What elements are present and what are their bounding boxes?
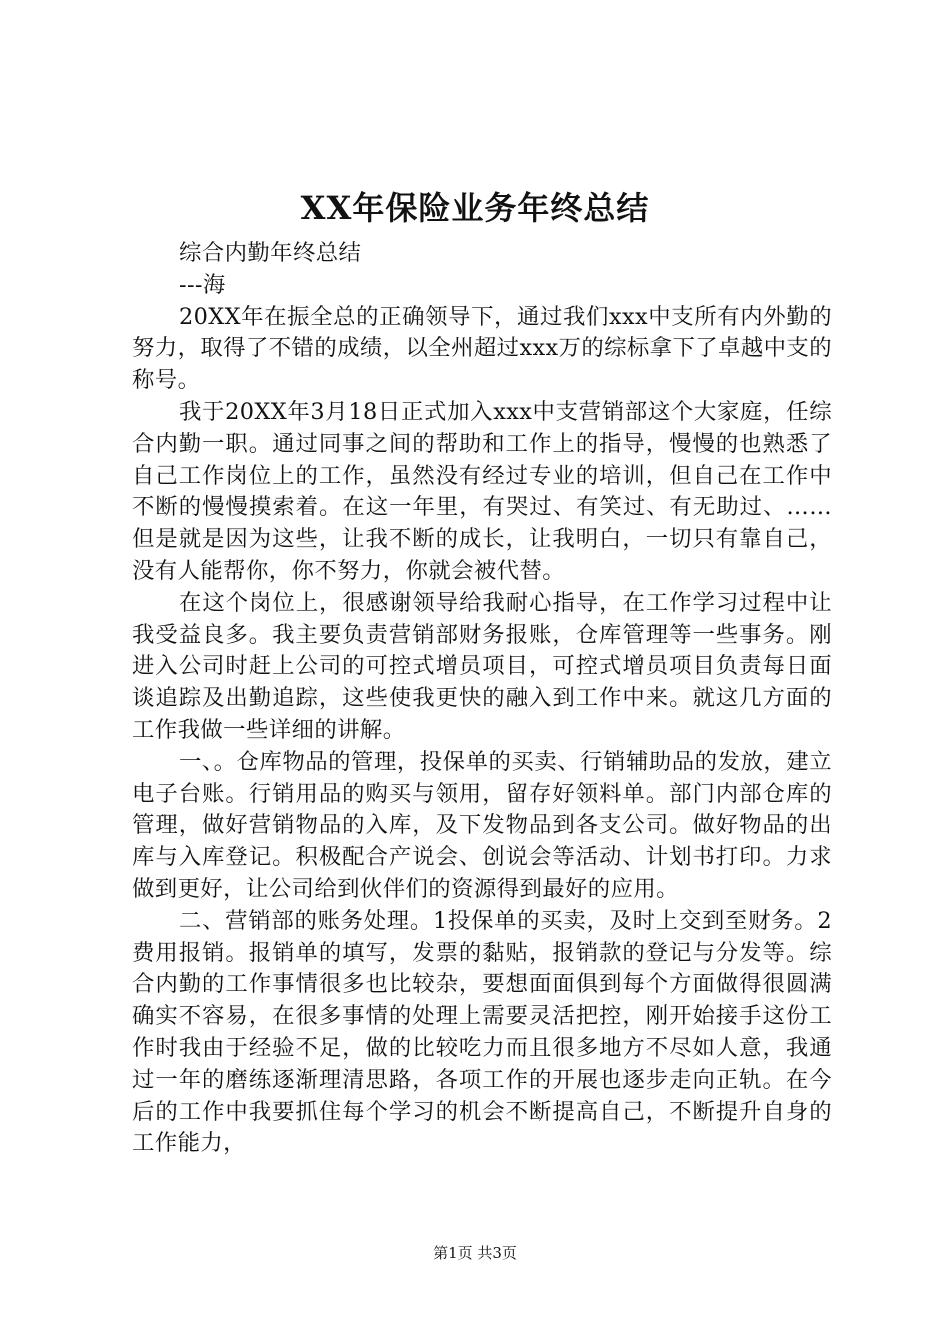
paragraph: 我于20XX年3月18日正式加入xxx中支营销部这个大家庭，任综合内勤一职。通过同事之间的帮助和工作上的指导，慢慢的也熟悉了自己工作岗位上的工作，虽然没有经过专业的培训，但自己在工作中不断的慢慢摸索着。在这一年里，有哭过、有笑过、有无助过、……但是就是因为这些，让我不断的成长，让我明白，一切只有靠自己，没有人能帮你，你不努力，你就会被代替。: [132, 398, 832, 584]
paragraph: 在这个岗位上，很感谢领导给我耐心指导，在工作学习过程中让我受益良多。我主要负责营销部财务报账，仓库管理等一些事务。刚进入公司时赶上公司的可控式增员项目，可控式增员项目负责每日面谈追踪及出勤追踪，这些使我更快的融入到工作中来。就这几方面的工作我做一些详细的讲解。: [132, 589, 832, 743]
author-line: ---海: [179, 271, 226, 298]
paragraph: 二、营销部的账务处理。1投保单的买卖，及时上交到至财务。2费用报销。报销单的填写，发票的黏贴，报销款的登记与分发等。综合内勤的工作事情很多也比较杂，要想面面俱到每个方面做得很圆满确实不容易，在很多事情的处理上需要灵活把控，刚开始接手这份工作时我由于经验不足，做的比较吃力而且很多地方不尽如人意，我通过一年的磨练逐渐理清思路，各项工作的开展也逐步走向正轨。在今后的工作中我要抓住每个学习的机会不断提高自己，不断提升自身的工作能力，: [132, 907, 832, 1157]
paragraph: 一、。仓库物品的管理，投保单的买卖、行销辅助品的发放，建立电子台账。行销用品的购买与领用，留存好领料单。部门内部仓库的管理，做好营销物品的入库，及下发物品到各支公司。做好物品的出库与入库登记。积极配合产说会、创说会等活动、计划书打印。力求做到更好，让公司给到伙伴们的资源得到最好的应用。: [132, 748, 832, 902]
paragraph: 20XX年在振全总的正确领导下，通过我们xxx中支所有内外勤的努力，取得了不错的成绩，以全州超过xxx万的综标拿下了卓越中支的称号。: [132, 303, 833, 394]
page-number-footer: 第1页 共3页: [433, 1244, 517, 1262]
subtitle-line: 综合内勤年终总结: [179, 240, 362, 266]
document-title: XX年保险业务年终总结: [300, 189, 650, 227]
document-body: [132, 238, 832, 1160]
